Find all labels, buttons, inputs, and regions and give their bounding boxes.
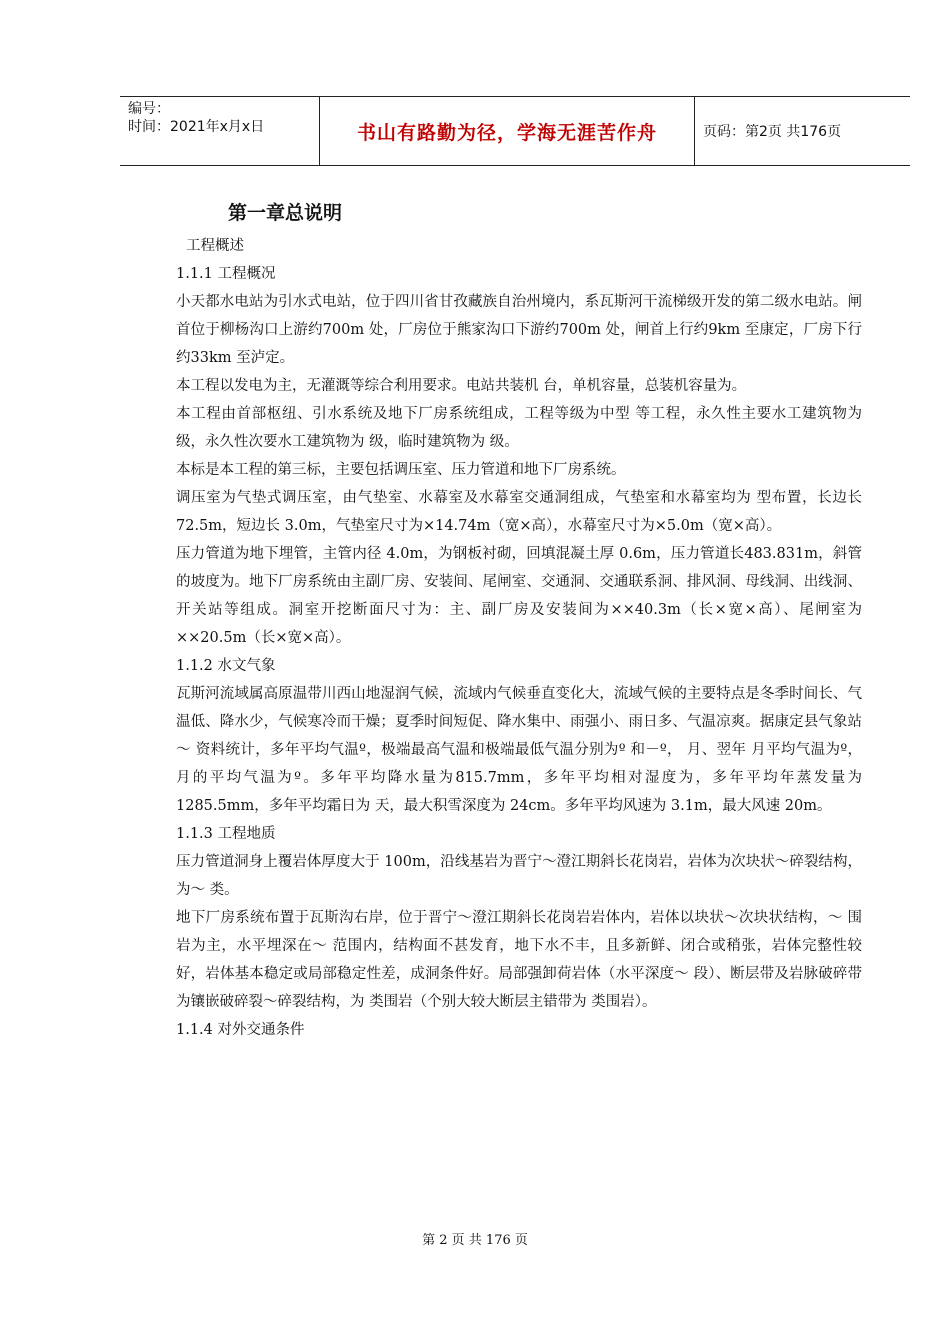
body-paragraph: 本工程以发电为主，无灌溉等综合利用要求。电站共装机 台，单机容量，总装机容量为。 xyxy=(176,378,747,394)
subsection-heading: 1.1.4 对外交通条件 xyxy=(176,1022,305,1038)
document-date: 时间：2021年x月x日 xyxy=(128,119,265,135)
body-paragraph: 压力管道洞身上覆岩体厚度大于 100m，沿线基岩为晋宁～澄江期斜长花岗岩，岩体为次块状～碎裂结构，为～ 类。 xyxy=(176,854,862,898)
body-paragraph: 本工程由首部枢纽、引水系统及地下厂房系统组成，工程等级为中型 等工程，永久性主要水工建筑物为 级，永久性次要水工建筑物为 级，临时建筑物为 级。 xyxy=(176,406,862,450)
body-paragraph: 瓦斯河流域属高原温带川西山地湿润气候，流域内气候垂直变化大，流域气候的主要特点是冬季时间长、气温低、降水少，气候寒冷而干燥；夏季时间短促、降水集中、雨强小、雨日多、气温凉爽。据康定县气象站～ 资料统计，多年平均气温º，极端最高气温和极端最低气温分别为º 和－º， 月、翌年 月平均气温为º， 月的平均气温为º。多年平均降水量为815.7mm，多年平均相对湿度为，多年平均年蒸发量为 1285.5mm，多年平均霜日为 天，最大积雪深度为 24cm。多年平均风速为 3.1m，最大风速 20m。 xyxy=(176,686,862,814)
document-header xyxy=(120,96,910,166)
subsection-heading: 1.1.1 工程概况 xyxy=(176,266,276,282)
section-heading: 工程概述 xyxy=(186,238,244,254)
header-meta xyxy=(120,97,320,165)
header-page-info: 页码：第2页 共176页 xyxy=(703,124,842,140)
body-paragraph: 调压室为气垫式调压室，由气垫室、水幕室及水幕室交通洞组成，气垫室和水幕室均为 型布置，长边长 72.5m，短边长 3.0m，气垫室尺寸为×14.74m（宽×高），水幕室尺寸为×5.0m（宽×高）。 xyxy=(176,490,862,534)
subsection-heading: 1.1.2 水文气象 xyxy=(176,658,276,674)
chapter-title: 第一章总说明 xyxy=(228,202,343,224)
header-motto: 书山有路勤为径，学海无涯苦作舟 xyxy=(320,97,695,165)
page-footer: 第 2 页 共 176 页 xyxy=(422,1233,528,1248)
document-body xyxy=(176,232,862,1044)
body-paragraph: 压力管道为地下埋管，主管内径 4.0m，为钢板衬砌，回填混凝土厚 0.6m，压力管道长483.831m，斜管的坡度为。地下厂房系统由主副厂房、安装间、尾闸室、交通洞、交通联系洞、排风洞、母线洞、出线洞、开关站等组成。洞室开挖断面尺寸为：主、副厂房及安装间为××40.3m（长×宽×高）、尾闸室为××20.5m（长×宽×高）。 xyxy=(176,546,862,646)
document-number: 编号： xyxy=(128,101,170,117)
body-paragraph: 地下厂房系统布置于瓦斯沟右岸，位于晋宁～澄江期斜长花岗岩岩体内，岩体以块状～次块状结构，～ 围岩为主，水平埋深在～ 范围内，结构面不甚发育，地下水不丰，且多新鲜、闭合或稍张，岩体完整性较好，岩体基本稳定或局部稳定性差，成洞条件好。局部强卸荷岩体（水平深度～ 段）、断层带及岩脉破碎带为镶嵌破碎裂～碎裂结构，为 类围岩（个别大较大断层主错带为 类围岩）。 xyxy=(176,910,862,1010)
body-paragraph: 本标是本工程的第三标，主要包括调压室、压力管道和地下厂房系统。 xyxy=(176,462,626,478)
body-paragraph: 小天都水电站为引水式电站，位于四川省甘孜藏族自治州境内，系瓦斯河干流梯级开发的第二级水电站。闸首位于柳杨沟口上游约700m 处，厂房位于熊家沟口下游约700m 处，闸首上行约9km 至康定，厂房下行约33km 至泸定。 xyxy=(176,294,862,366)
subsection-heading: 1.1.3 工程地质 xyxy=(176,826,276,842)
